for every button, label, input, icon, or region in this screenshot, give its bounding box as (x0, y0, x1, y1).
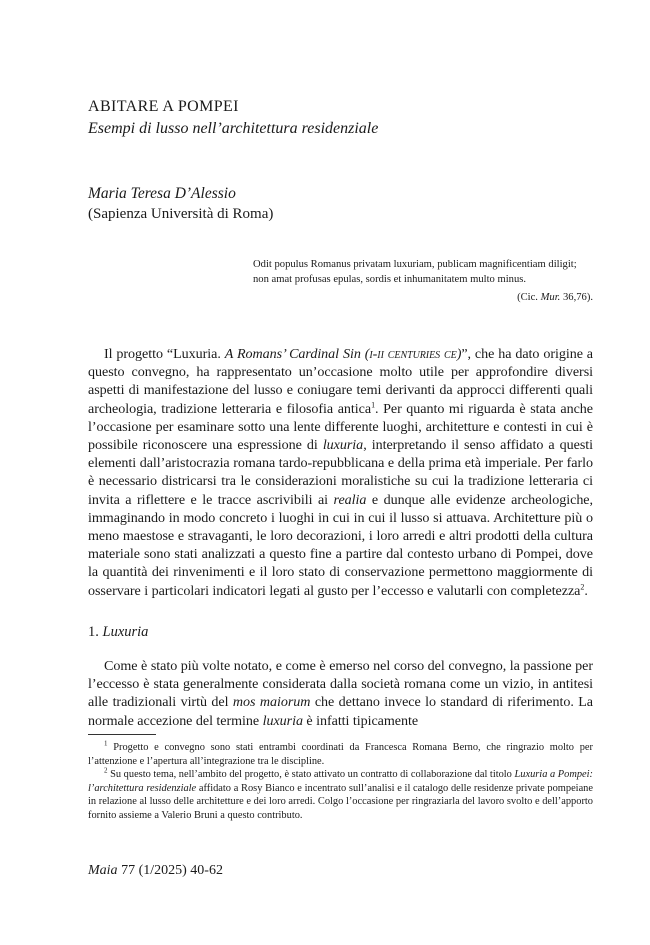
footnote-1: $^1$ Progetto e convegno sono stati entrambi coordinati da Francesca Romana Berno, che ringrazio molto per l’attenzione e l’apertura all’integrazione tra le discipline. (88, 739, 593, 767)
footnote-divider (88, 734, 156, 735)
author-name: Maria Teresa D’Alessio (88, 185, 236, 202)
author-affiliation: (Sapienza Università di Roma) (88, 206, 274, 222)
intro-paragraph: Il progetto “Luxuria. A Romans’ Cardinal Sin (i-ii centuries ce)”, che ha dato origine a questo convegno, ha rappresentato un’occasione molto utile per approfondire diversi aspetti di manifestazione del lusso e coniugare temi derivanti da approcci differenti quali archeologia, tradizione letteraria e filosofia antica$^1$. Per quanto mi riguarda è stata anche l’occasione per esaminare sotto una lente differente luoghi, architetture e contesti in cui è possibile riconoscere una espressione di luxuria, interpretando il senso affidato a questi elementi dall’aristocrazia romana tardo-repubblicana e della prima età imperiale. Per farlo è necessario districarsi tra le considerazioni moralistiche su cui la tradizione letteraria ci invita a riflettere e le tracce ascrivibili ai realia e dunque alle evidenze archeologiche, immaginando in modo concreto i luoghi in cui in cui il lusso si attuava. Architetture più o meno maestose e stravaganti, le loro decorazioni, i loro arredi e altri prodotti della cultura materiale sono stati analizzati a questo fine a partire dal contesto urbano di Pompei, dove la quantità dei rinvenimenti e il loro stato di conservazione permettono maggiormente di osservare i particolari indicatori legati al gusto per l’eccesso e valutarli con completezza$^2$. (88, 346, 594, 599)
footnote-ref[interactable]: 1 (371, 399, 376, 409)
epigraph (253, 257, 593, 287)
footnote-ref[interactable]: 2 (580, 581, 585, 591)
footnote-2: $^2$ Su questo tema, nell’ambito del progetto, è stato attivato un contratto di collaborazione dal titolo Luxuria a Pompei: l’architettura residenziale affidato a Rosy Bianco e incentrato sull’analisi e il catalogo delle residenze private pompeiane in relazione al lusso delle architetture e dei loro arredi. Colgo l’occasione per ringraziarla del lavoro svolto e dell’apporto fornito assieme a Valerio Bruni a questo contributo. (88, 766, 593, 821)
section-paragraph: Come è stato più volte notato, e come è emerso nel corso del convegno, la passione per l’eccesso è stata generalmente considerata dalla società romana come un vizio, in antitesi alle tradizionali virtù del mos maiorum che dettano invece lo standard di riferimento. La normale accezione del termine luxuria è infatti tipicamente (88, 658, 593, 729)
section-heading: 1. Luxuria (88, 624, 149, 640)
epigraph-source: (Cic. Mur. 36,76). (517, 292, 593, 303)
journal-citation: Maia 77 (1/2025) 40-62 (88, 863, 223, 878)
article-subtitle: Esempi di lusso nell’architettura residenziale (88, 120, 379, 137)
article-title: ABITARE A POMPEI (88, 98, 239, 115)
epigraph-line: non amat profusas epulas, sordis et inhumanitatem multo minus. (253, 274, 527, 285)
epigraph-line: Odit populus Romanus privatam luxuriam, publicam magnificentiam diligit; (253, 259, 577, 270)
